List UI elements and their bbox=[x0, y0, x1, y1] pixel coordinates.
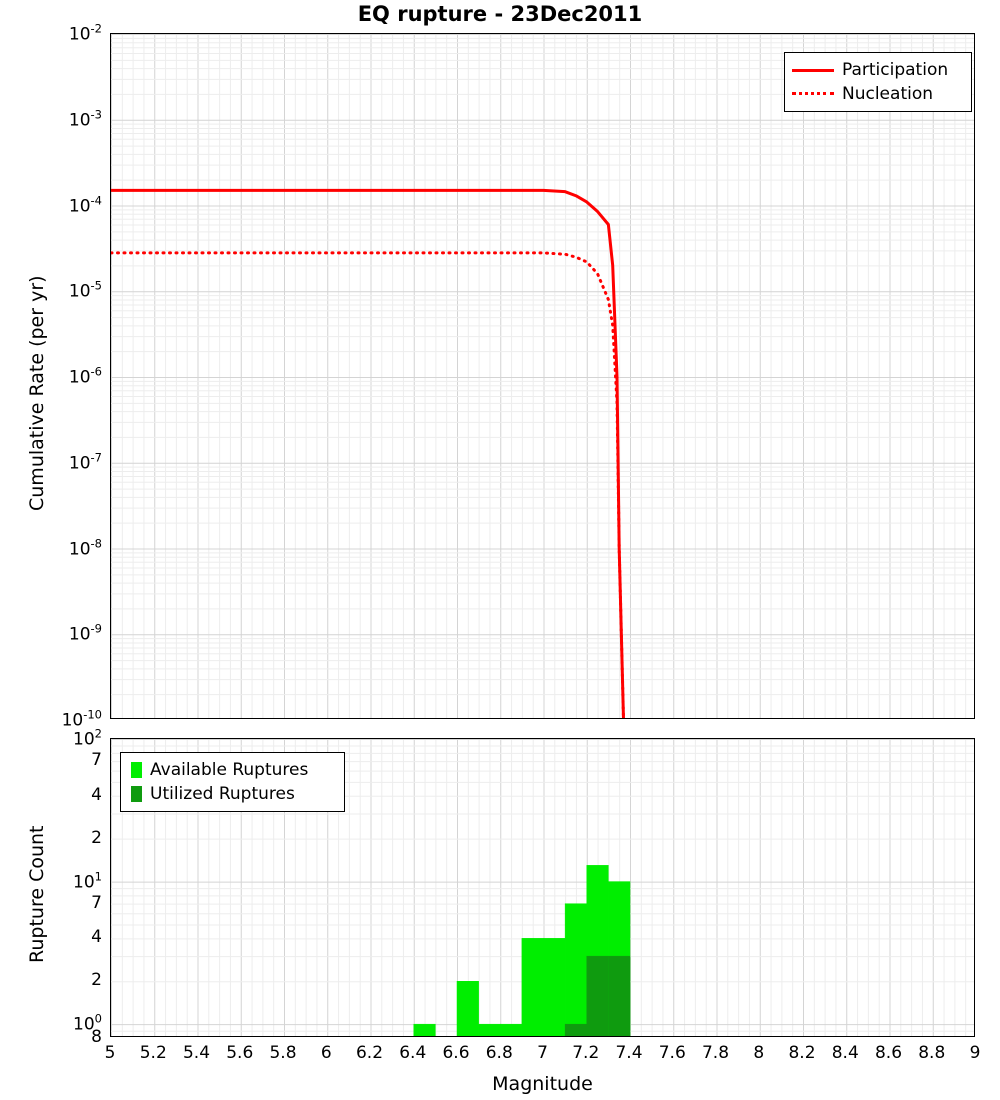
x-tick-label: 7.8 bbox=[701, 1043, 730, 1063]
legend-item-available-ruptures bbox=[128, 758, 336, 782]
x-tick-label: 7.6 bbox=[658, 1043, 686, 1063]
x-tick-label: 8 bbox=[753, 1043, 765, 1063]
x-tick-label: 6 bbox=[320, 1043, 332, 1063]
y-tick-label: $10^0$ bbox=[73, 1011, 102, 1035]
x-tick-label: 6.6 bbox=[442, 1043, 470, 1063]
y-tick-label: 4 bbox=[91, 784, 102, 805]
y-tick-label: $10^{-2}$ bbox=[68, 21, 102, 45]
legend-item-nucleation bbox=[792, 82, 963, 106]
x-tick-label: 8.4 bbox=[831, 1043, 859, 1063]
legend-label: Participation bbox=[842, 60, 949, 80]
dotted-line-icon bbox=[792, 85, 834, 103]
cumulative-rate-axes bbox=[110, 33, 975, 719]
y-tick-label: $10^{-8}$ bbox=[68, 536, 102, 559]
x-tick-label: 7.2 bbox=[572, 1043, 600, 1063]
x-tick-label: 7 bbox=[537, 1043, 548, 1063]
y-tick-label: $10^1$ bbox=[73, 869, 102, 892]
y-tick-label: $10^{-9}$ bbox=[68, 621, 102, 645]
cumulative-rate-legend bbox=[784, 52, 972, 112]
y-tick-label: $10^{-4}$ bbox=[68, 193, 102, 216]
cumulative-rate-plot bbox=[111, 34, 975, 719]
y-tick-label: $10^{-10}$ bbox=[61, 707, 102, 731]
y-tick-label: $10^{-7}$ bbox=[68, 450, 102, 474]
cumulative-rate-y-axis-title: Cumulative Rate (per yr) bbox=[26, 275, 48, 511]
legend-label: Utilized Ruptures bbox=[150, 784, 295, 804]
x-tick-label: 7.4 bbox=[615, 1043, 643, 1063]
y-tick-label: 8 bbox=[91, 1027, 102, 1047]
x-tick-label: 8.8 bbox=[918, 1043, 946, 1063]
y-tick-label: 4 bbox=[91, 927, 102, 948]
y-tick-label: $10^{-5}$ bbox=[68, 278, 102, 302]
rupture-count-y-axis-title: Rupture Count bbox=[26, 825, 48, 963]
x-tick-label: 5.8 bbox=[269, 1043, 297, 1063]
rupture-count-legend bbox=[120, 752, 345, 812]
y-tick-label: $10^{-3}$ bbox=[68, 107, 102, 131]
x-tick-label: 6.2 bbox=[355, 1043, 384, 1063]
x-tick-label: 9 bbox=[969, 1043, 981, 1063]
x-tick-label: 5.4 bbox=[182, 1043, 211, 1063]
legend-item-utilized-ruptures bbox=[128, 782, 336, 806]
magnitude-x-axis-title: Magnitude bbox=[492, 1073, 593, 1095]
y-tick-label: 2 bbox=[91, 970, 102, 991]
y-tick-label: 2 bbox=[91, 827, 102, 848]
y-tick-label: 7 bbox=[91, 750, 102, 771]
legend-item-participation bbox=[792, 58, 963, 82]
x-tick-label: 6.4 bbox=[399, 1043, 427, 1063]
y-tick-label: 7 bbox=[91, 892, 102, 913]
dark-green-swatch-icon bbox=[131, 786, 142, 802]
green-swatch-icon bbox=[131, 762, 142, 778]
x-tick-label: 8.2 bbox=[788, 1043, 816, 1063]
legend-label: Available Ruptures bbox=[150, 760, 309, 780]
solid-line-icon bbox=[792, 61, 834, 79]
x-tick-label: 5.2 bbox=[139, 1043, 167, 1063]
legend-label: Nucleation bbox=[842, 84, 934, 104]
x-tick-label: 5.6 bbox=[226, 1043, 254, 1063]
x-tick-label: 6.8 bbox=[485, 1043, 513, 1063]
x-tick-label: 8.6 bbox=[874, 1043, 903, 1063]
y-tick-label: $10^2$ bbox=[73, 726, 102, 750]
y-tick-label: $10^{-6}$ bbox=[68, 364, 102, 388]
page-title: EQ rupture - 23Dec2011 bbox=[357, 2, 643, 26]
x-tick-label: 5 bbox=[104, 1043, 116, 1063]
